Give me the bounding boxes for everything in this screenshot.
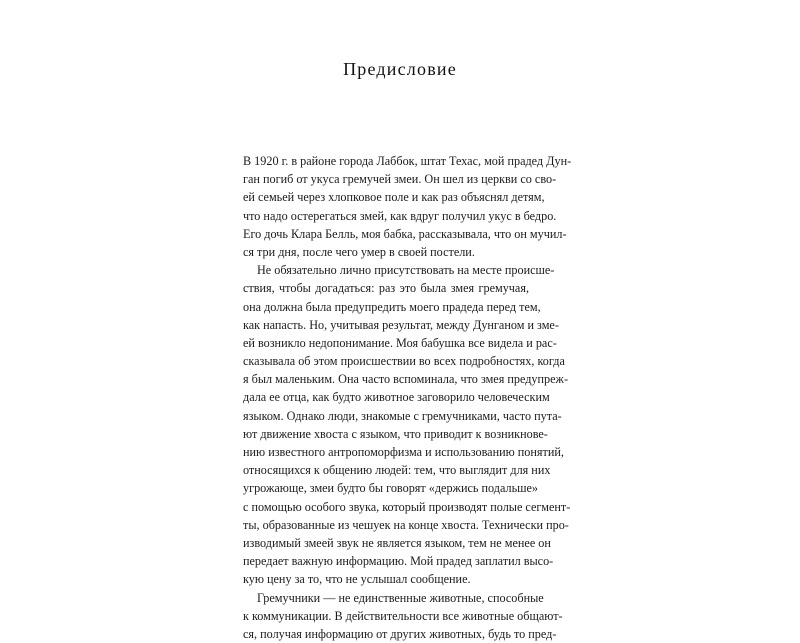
text-line: Его дочь Клара Белль, моя бабка, рассказывала, что он мучил- bbox=[243, 225, 529, 243]
text-line: языком. Однако люди, знакомые с гремучниками, часто пута- bbox=[243, 407, 529, 425]
text-line: ты, образованные из чешуек на конце хвоста. Технически про- bbox=[243, 516, 529, 534]
text-line: относящихся к общению людей: тем, что выглядит для них bbox=[243, 461, 529, 479]
text-line: что надо остерегаться змей, как вдруг получил укус в бедро. bbox=[243, 207, 529, 225]
text-line: сказывала об этом происшествии во всех подробностях, когда bbox=[243, 352, 529, 370]
text-line: ся, получая информацию от других животных, будь то пред- bbox=[243, 625, 529, 643]
text-line: ей семьей через хлопковое поле и как раз объяснял детям, bbox=[243, 188, 529, 206]
paragraph-2 bbox=[243, 261, 529, 588]
paragraph-1 bbox=[243, 152, 529, 261]
text-line: Не обязательно лично присутствовать на месте происше- bbox=[243, 261, 529, 279]
body-text bbox=[243, 152, 529, 643]
text-line: ей возникло недопонимание. Моя бабушка все видела и рас- bbox=[243, 334, 529, 352]
text-line: Гремучники — не единственные животные, способные bbox=[243, 589, 529, 607]
text-line: как напасть. Но, учитывая результат, между Дунганом и зме- bbox=[243, 316, 529, 334]
text-line: ют движение хвоста с языком, что приводит к возникнове- bbox=[243, 425, 529, 443]
text-line: изводимый змеей звук не является языком, тем не менее он bbox=[243, 534, 529, 552]
text-line: она должна была предупредить моего прадеда перед тем, bbox=[243, 298, 529, 316]
text-line: передает важную информацию. Мой прадед заплатил высо- bbox=[243, 552, 529, 570]
text-line: ствия, чтобы догадаться: раз это была змея гремучая, bbox=[243, 279, 529, 297]
text-line: к коммуникации. В действительности все животные общают- bbox=[243, 607, 529, 625]
text-line: я был маленьким. Она часто вспоминала, что змея предупреж- bbox=[243, 370, 529, 388]
text-line: с помощью особого звука, который производят полые сегмент- bbox=[243, 498, 529, 516]
text-line: ган погиб от укуса гремучей змеи. Он шел из церкви со сво- bbox=[243, 170, 529, 188]
text-line: ся три дня, после чего умер в своей постели. bbox=[243, 243, 529, 261]
paragraph-3 bbox=[243, 589, 529, 643]
page-title: Предисловие bbox=[0, 59, 800, 80]
text-line: нию известного антропоморфизма и использованию понятий, bbox=[243, 443, 529, 461]
text-line: дала ее отца, как будто животное заговорило человеческим bbox=[243, 388, 529, 406]
text-line: кую цену за то, что не услышал сообщение. bbox=[243, 570, 529, 588]
text-line: В 1920 г. в районе города Лаббок, штат Техас, мой прадед Дун- bbox=[243, 152, 529, 170]
text-line: угрожающе, змеи будто бы говорят «держись подальше» bbox=[243, 479, 529, 497]
